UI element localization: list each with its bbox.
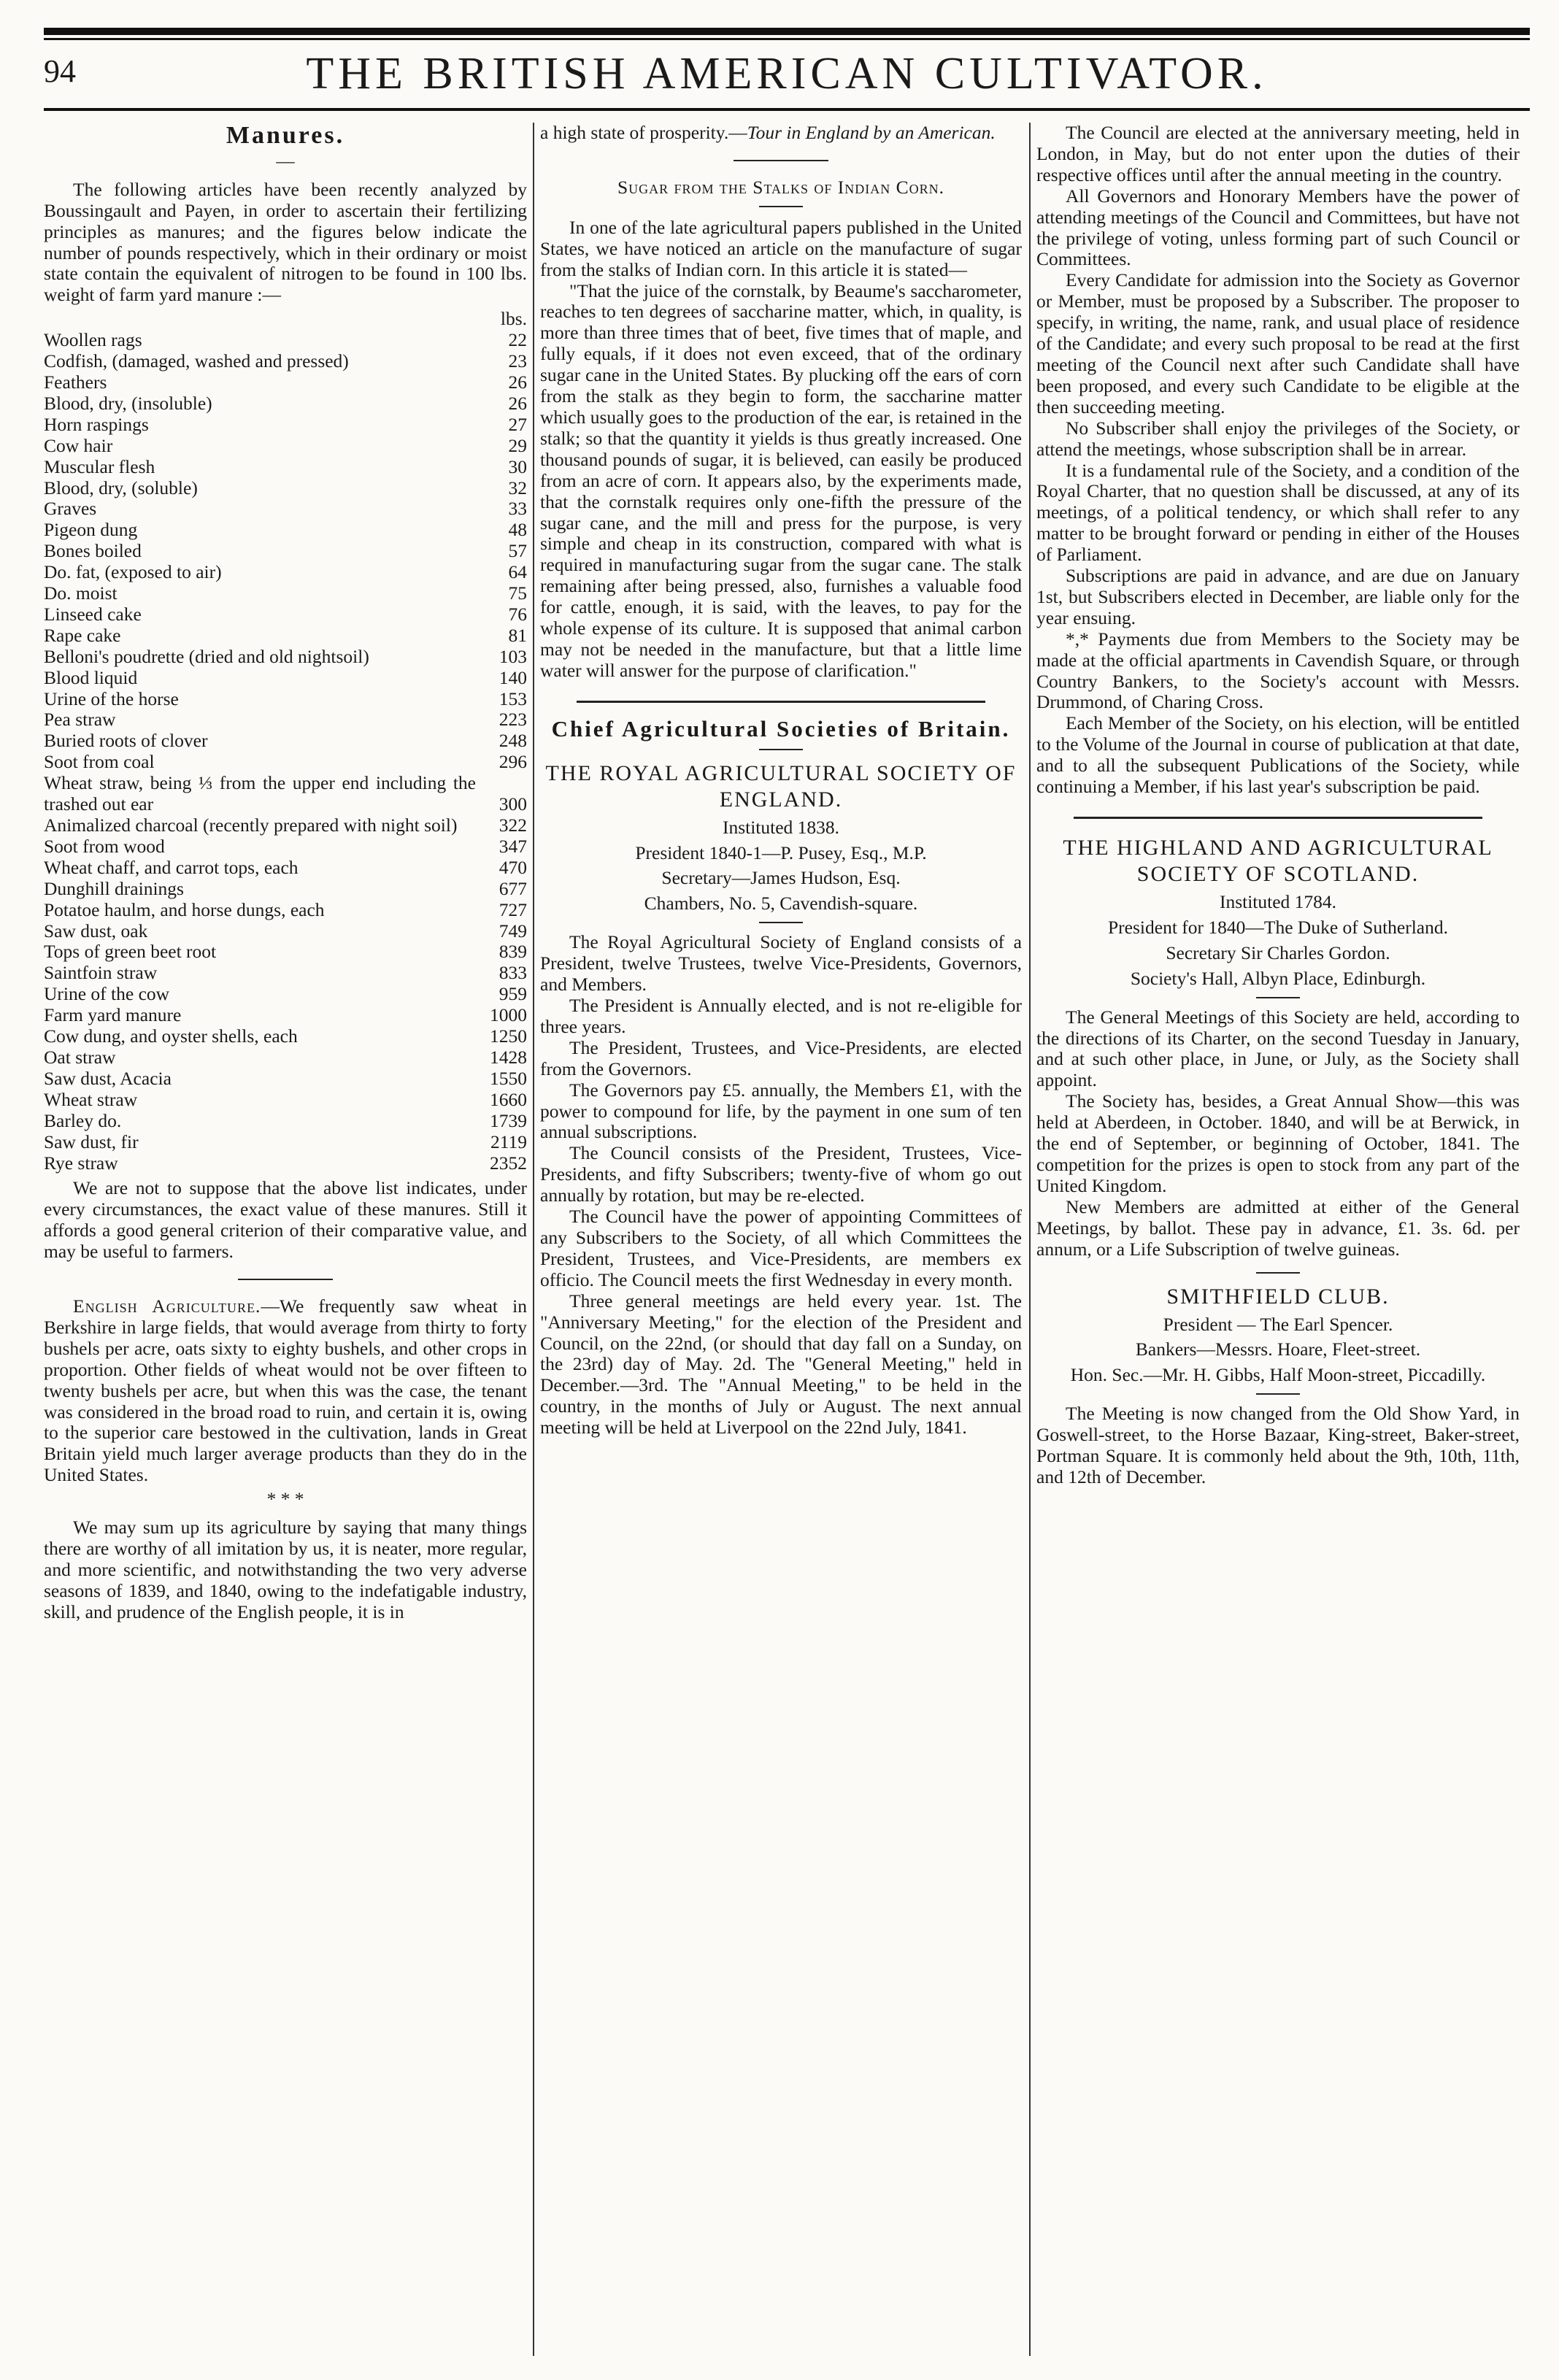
manure-value: 153 [499, 688, 527, 709]
manure-name [44, 752, 476, 773]
manure-row [44, 436, 527, 457]
manure-name-text: Rye straw [44, 1152, 118, 1174]
manure-name-text: Do. moist [44, 582, 118, 604]
manure-value: 30 [508, 455, 527, 477]
highland-society-paragraph: The Society has, besides, a Great Annual Show—this was held at Aberdeen, in October. 1840, and will be at Berwick, in the end of September, or beginning of October, 1841. The competition for the prizes is open to stock from any part of the United Kingdom. [1036, 1090, 1520, 1196]
manure-value: 48 [508, 519, 527, 541]
manure-row [44, 372, 527, 393]
manure-name-text: Graves [44, 498, 97, 520]
manure-row [44, 773, 527, 815]
manure-row [44, 562, 527, 583]
manure-row [44, 709, 527, 731]
manure-value: 839 [499, 941, 527, 963]
divider [1256, 1393, 1300, 1395]
manure-name [44, 879, 476, 900]
manure-row [44, 858, 527, 879]
manure-row [44, 668, 527, 689]
manure-value: 1250 [490, 1025, 527, 1047]
manure-row [44, 1153, 527, 1174]
royal-society-paragraph: The Council consists of the President, Trustees, Vice-Presidents, and fifty Subscribers; twenty-five of whom go out annually by rotation, but may be re-elected. [540, 1142, 1022, 1206]
manure-value: 959 [499, 983, 527, 1005]
royal-society-paragraph: The Royal Agricultural Society of England consists of a President, twelve Trustees, twelve Vice-Presidents, Governors, and Members. [540, 931, 1022, 995]
manure-name [44, 773, 476, 815]
manure-value: 749 [499, 920, 527, 941]
manure-row [44, 541, 527, 562]
manure-name [44, 941, 476, 963]
manure-name-text: Tops of green beet root [44, 941, 217, 963]
manure-value: 1000 [490, 1004, 527, 1026]
manure-name-text: Soot from coal [44, 751, 155, 773]
highland-society-paragraph: The General Meetings of this Society are held, according to the directions of its Charter, on the second Tuesday in January, and at such other place, in June, or July, as the Society shall appoint. [1036, 1006, 1520, 1091]
manure-value: 223 [499, 709, 527, 731]
manure-name-text: Potatoe haulm, and horse dungs, each [44, 898, 325, 920]
manure-name-text: Urine of the cow [44, 983, 170, 1005]
manure-name [44, 647, 476, 668]
continuation-text: a high state of prosperity.— [540, 122, 747, 143]
divider [759, 206, 803, 207]
manure-name-text: Codfish, (damaged, washed and pressed) [44, 350, 349, 372]
manure-value: 1660 [490, 1088, 527, 1110]
royal-society-instituted: Instituted 1838. [722, 816, 840, 838]
manure-name-text: Saintfoin straw [44, 962, 158, 984]
manure-name-text: Dunghill drainings [44, 877, 184, 899]
manure-name [44, 415, 476, 436]
manure-name [44, 984, 476, 1005]
smithfield-club-president: President — The Earl Spencer. [1163, 1313, 1393, 1335]
manure-name [44, 457, 476, 478]
manure-row [44, 498, 527, 520]
manure-value: 76 [508, 603, 527, 625]
divider [1256, 997, 1300, 998]
manure-value: 103 [499, 645, 527, 667]
column-divider [1029, 123, 1031, 2356]
manure-value: 32 [508, 477, 527, 498]
manure-value: 727 [499, 898, 527, 920]
royal-society-paragraph: The Governors pay £5. annually, the Members £1, with the power to compound for life, by the payment in one sum of ten annual subscriptions. [540, 1079, 1022, 1143]
manure-row [44, 815, 527, 836]
manure-value: 64 [508, 561, 527, 583]
highland-society-president: President for 1840—The Duke of Sutherland. [1108, 916, 1448, 938]
manure-name-text: Saw dust, Acacia [44, 1067, 172, 1089]
manure-name-text: Farm yard manure [44, 1004, 182, 1026]
manure-value: 833 [499, 962, 527, 984]
divider [1256, 1272, 1300, 1274]
manure-value: 75 [508, 582, 527, 604]
manure-name [44, 351, 476, 372]
manure-name [44, 1111, 476, 1132]
highland-society-instituted: Instituted 1784. [1219, 891, 1337, 912]
manure-value: 677 [499, 877, 527, 899]
manure-value: 296 [499, 751, 527, 773]
manure-row [44, 520, 527, 541]
manure-row [44, 625, 527, 647]
manure-name [44, 541, 476, 562]
chief-societies-heading: Chief Agricultural Societies of Britain. [551, 715, 1011, 742]
royal-society-title: THE ROYAL AGRICULTURAL SOCIETY OF ENGLAND. [545, 760, 1017, 812]
royal-society-president: President 1840-1—P. Pusey, Esq., M.P. [635, 842, 927, 863]
manure-name-text: Feathers [44, 371, 107, 393]
manure-row [44, 731, 527, 752]
manure-name [44, 562, 476, 583]
divider-long [1074, 817, 1482, 819]
manure-value: 57 [508, 540, 527, 562]
column-2 [540, 123, 1022, 1439]
manure-row [44, 1047, 527, 1068]
manure-value: 2119 [490, 1131, 527, 1152]
manure-name [44, 815, 476, 836]
manure-name [44, 625, 476, 647]
sugar-quote: "That the juice of the cornstalk, by Beaume's saccharometer, reaches to ten degrees of saccharine matter, which, in quality, is more than three times that of beet, five times that of maple, and fully equals, if it does not even exceed, that of the ordinary sugar cane in the United States. By plucking off the ears of corn from the stalk as they begin to form, the saccharine matter which usually goes to the production of the ear, is retained in the stalk; so that the quantity it yields is thus greatly increased. One thousand pounds of sugar, it is believed, can easily be produced from an acre of corn. It appears also, by the experiments made, that the cornstalk requires only one-fifth the pressure of the sugar cane, and the mill and press for the purpose, is very simple and cheap in its construction, compared with what is required in manufacturing sugar from the sugar cane. The stalk remaining after being pressed, also, furnishes a valuable food for cattle, enough, it is said, with the leaves, to pay for the whole expense of its culture. It is supposed that animal carbon may not be needed in the manufacture, but that a little lime water will answer for the purpose of clarification." [540, 280, 1022, 681]
top-rule [44, 28, 1530, 35]
divider [238, 1279, 333, 1280]
manure-name-text: Oat straw [44, 1046, 116, 1068]
manure-row [44, 1111, 527, 1132]
manure-value: 300 [499, 793, 527, 815]
manure-value: 1739 [490, 1109, 527, 1131]
manure-row [44, 1026, 527, 1047]
manure-name-text: Pigeon dung [44, 519, 138, 541]
manure-name [44, 1090, 476, 1111]
manure-name [44, 436, 476, 457]
column-3 [1036, 123, 1520, 1488]
manure-row [44, 1132, 527, 1153]
manure-name [44, 731, 476, 752]
manure-name-text: Barley do. [44, 1109, 122, 1131]
manure-name [44, 372, 476, 393]
divider [759, 749, 803, 750]
running-title: THE BRITISH AMERICAN CULTIVATOR. [306, 49, 1268, 99]
manure-name-text: Urine of the horse [44, 688, 179, 709]
divider [759, 922, 803, 923]
manure-name-text: Soot from wood [44, 835, 165, 857]
manure-value: 27 [508, 413, 527, 435]
sugar-title: Sugar from the Stalks of Indian Corn. [617, 176, 945, 198]
manure-row [44, 351, 527, 372]
manure-name-text: Wheat straw, being ⅓ from the upper end including the trashed out ear [44, 772, 476, 815]
manure-name-text: Wheat straw [44, 1088, 138, 1110]
manure-name-text: Rape cake [44, 624, 121, 646]
royal-society-paragraph: *,* Payments due from Members to the Society may be made at the official apartments in Cavendish Square, or through Country Bankers, to the Society's account with Messrs. Drummond, of Charing Cross. [1036, 628, 1520, 713]
continuation-source: Tour in England by an American. [747, 122, 996, 143]
manure-row [44, 330, 527, 351]
english-agriculture-body-2: We may sum up its agriculture by saying that many things there are worthy of all imitation by us, it is neater, more regular, and more scientific, and notwithstanding the two very adverse seasons of 1839, and 1840, owing to the indefatigable industry, skill, and prudence of the English people, it is in [44, 1517, 527, 1622]
manure-name [44, 1132, 476, 1153]
manure-value: 347 [499, 835, 527, 857]
manure-name [44, 836, 476, 858]
manure-name [44, 858, 476, 879]
smithfield-club-title: SMITHFIELD CLUB. [1166, 1284, 1390, 1309]
manure-name [44, 478, 476, 499]
manure-value: 29 [508, 434, 527, 456]
manure-name-text: Wheat chaff, and carrot tops, each [44, 856, 299, 878]
manure-name [44, 520, 476, 541]
manure-name [44, 604, 476, 625]
royal-society-chambers: Chambers, No. 5, Cavendish-square. [644, 893, 918, 914]
manure-name [44, 583, 476, 604]
manure-name-text: Do. fat, (exposed to air) [44, 561, 222, 583]
manure-name-text: Blood, dry, (insoluble) [44, 392, 212, 414]
royal-society-secretary: Secretary—James Hudson, Esq. [661, 867, 901, 889]
royal-society-paragraph: Every Candidate for admission into the Society as Governor or Member, must be proposed by a Subscriber. The proposer to specify, in writing, the name, rank, and usual place of residence of the Candidate; and every such proposal to be read at the first meeting of the Council next after such Candidate shall have been proposed, and every such Candidate to be eligible at the then succeeding meeting. [1036, 269, 1520, 417]
manure-name-text: Linseed cake [44, 603, 142, 625]
manure-name-text: Animalized charcoal (recently prepared with night soil) [44, 814, 458, 836]
manure-name [44, 1026, 476, 1047]
manure-name [44, 1005, 476, 1026]
royal-society-paragraph: It is a fundamental rule of the Society, and a condition of the Royal Charter, that no question shall be discussed, at any of its meetings, of a political tendency, or which shall refer to any matter to be brought forward or pending in either of the Houses of Parliament. [1036, 459, 1520, 566]
royal-society-paragraph: Three general meetings are held every year. 1st. The "Anniversary Meeting," for the election of the President and Council, on the 22nd, (or should that day fall on a Sunday, on the 23rd) day of May. 2d. The "General Meeting," held in December.—3rd. The "Annual Meeting," to be held in the country, in the months of July or August. The next annual meeting will be held at Liverpool on the 22nd July, 1841. [540, 1290, 1022, 1439]
manure-row [44, 393, 527, 415]
manure-row [44, 879, 527, 900]
manure-name-text: Cow dung, and oyster shells, each [44, 1025, 298, 1047]
column-1 [44, 123, 527, 1623]
manure-row [44, 478, 527, 499]
english-agriculture-paragraph [44, 1296, 527, 1486]
royal-society-paragraph: All Governors and Honorary Members have the power of attending meetings of the Council and Committees, but have not the privilege of voting, unless forming part of such Council or Committees. [1036, 185, 1520, 270]
manure-value: 140 [499, 666, 527, 688]
manure-name-text: Belloni's poudrette (dried and old nightsoil) [44, 645, 369, 667]
royal-society-paragraph: Each Member of the Society, on his election, will be entitled to the Volume of the Journal in course of publication at that date, and to all the subsequent Publications of the Society, while continuing a Member, if his last year's subscription be paid. [1036, 712, 1520, 798]
manure-name-text: Pea straw [44, 709, 116, 731]
manure-name [44, 1068, 476, 1090]
manure-name-text: Bones boiled [44, 540, 142, 562]
heading-dash: — [276, 150, 295, 172]
manure-name-text: Horn raspings [44, 413, 149, 435]
manure-row [44, 583, 527, 604]
unit-label: lbs. [500, 308, 527, 330]
divider-long [577, 701, 985, 703]
smithfield-club-paragraph: The Meeting is now changed from the Old Show Yard, in Goswell-street, to the Horse Bazaar, King-street, Baker-street, Portman Square. It is commonly held about the 9th, 10th, 11th, and 12th of December. [1036, 1403, 1520, 1487]
royal-society-paragraph: The Council have the power of appointing Committees of any Subscribers to the Society, of all which Committees the President, Trustees, and Vice-Presidents, are members ex officio. The Council meets the first Wednesday in every month. [540, 1206, 1022, 1290]
highland-society-paragraph: New Members are admitted at either of the General Meetings, by ballot. These pay in advance, £1. 3s. 6d. per annum, or a Life Subscription of twelve guineas. [1036, 1195, 1520, 1260]
manure-row [44, 984, 527, 1005]
page-number: 94 [44, 53, 76, 89]
manure-name [44, 921, 476, 942]
manure-name-text: Muscular flesh [44, 455, 155, 477]
manure-value: 23 [508, 350, 527, 372]
column-divider [533, 123, 534, 2356]
highland-society-title: THE HIGHLAND AND AGRICULTURAL SOCIETY OF SCOTLAND. [1063, 836, 1493, 886]
royal-society-paragraph: The President is Annually elected, and is not re-eligible for three years. [540, 995, 1022, 1037]
manure-row [44, 457, 527, 478]
manure-value: 1550 [490, 1067, 527, 1089]
manure-row [44, 900, 527, 921]
smithfield-club-secretary: Hon. Sec.—Mr. H. Gibbs, Half Moon-street, Piccadilly. [1070, 1364, 1486, 1386]
manure-name-text: Blood, dry, (soluble) [44, 477, 198, 498]
manures-table [44, 309, 527, 1174]
manures-outro: We are not to suppose that the above list indicates, under every circumstances, the exact value of these manures. Still it affords a good general criterion of their comparative value, and may be useful to farmers. [44, 1177, 527, 1263]
royal-society-paragraph: No Subscriber shall enjoy the privileges of the Society, or attend the meetings, whose subscription shall be in arrear. [1036, 417, 1520, 460]
manure-name [44, 393, 476, 415]
manure-row [44, 1090, 527, 1111]
manure-name [44, 709, 476, 731]
manure-value: 1428 [490, 1046, 527, 1068]
manure-row [44, 752, 527, 773]
manure-name [44, 1047, 476, 1068]
english-agriculture-title: English Agriculture. [73, 1295, 261, 1317]
manure-row [44, 415, 527, 436]
page-header [44, 48, 1530, 107]
manures-intro: The following articles have been recently analyzed by Boussingault and Payen, in order to ascertain their fertilizing principles as manures; and the figures below indicate the number of pounds respectively, which in their ordinary or moist state contain the equivalent of nitrogen to be found in 100 lbs. weight of farm yard manure :— [44, 178, 527, 306]
english-agriculture-body: —We frequently saw wheat in Berkshire in large fields, that would average from thirty to forty bushels per acre, oats sixty to eighty bushels, and other crops in proportion. Other fields of wheat would not be over fifteen to twenty bushels per acre, but when this was the case, the tenant was considered in the broad road to ruin, and certain it is, owing to the superior care bestowed in the cultivation, lands in Great Britain yield much larger average products than they do in the United States. [44, 1295, 527, 1486]
manure-value: 26 [508, 392, 527, 414]
royal-society-paragraph: The Council are elected at the anniversary meeting, held in London, in May, but do not enter upon the duties of their respective offices until after the annual meeting in the country. [1036, 122, 1520, 185]
highland-society-hall: Society's Hall, Albyn Place, Edinburgh. [1130, 967, 1426, 989]
manure-value: 26 [508, 371, 527, 393]
manure-name [44, 330, 476, 351]
manure-row [44, 647, 527, 668]
royal-society-paragraph: Subscriptions are paid in advance, and are due on January 1st, but Subscribers elected in December, are liable only for the year ensuing. [1036, 565, 1520, 628]
manure-value: 22 [508, 329, 527, 351]
header-rule [44, 108, 1530, 111]
manure-value: 81 [508, 624, 527, 646]
manure-row [44, 921, 527, 942]
manure-name [44, 689, 476, 710]
manure-row [44, 836, 527, 858]
manure-name-text: Blood liquid [44, 666, 138, 688]
manure-row [44, 689, 527, 710]
manure-row [44, 941, 527, 963]
manure-name-text: Cow hair [44, 434, 113, 456]
manure-name-text: Saw dust, oak [44, 920, 148, 941]
manure-value: 322 [499, 814, 527, 836]
manure-value: 470 [499, 856, 527, 878]
manure-name-text: Woollen rags [44, 329, 142, 351]
royal-society-paragraph: The President, Trustees, and Vice-Presidents, are elected from the Governors. [540, 1036, 1022, 1079]
sugar-paragraph: In one of the late agricultural papers published in the United States, we have noticed an article on the manufacture of sugar from the stalks of Indian corn. In this article it is stated— [540, 216, 1022, 280]
manure-name [44, 1153, 476, 1174]
manure-name-text: Saw dust, fir [44, 1131, 139, 1152]
manure-row [44, 1068, 527, 1090]
manure-value: 2352 [490, 1152, 527, 1174]
asterisks: * * * [266, 1488, 304, 1510]
divider [734, 160, 828, 161]
top-rule-thin [44, 38, 1530, 40]
continuation-paragraph [540, 123, 1022, 144]
manure-value: 33 [508, 498, 527, 520]
manure-value: 248 [499, 730, 527, 752]
manures-heading: Manures. [226, 122, 345, 149]
manure-name [44, 963, 476, 984]
manure-row [44, 963, 527, 984]
manure-name [44, 668, 476, 689]
smithfield-club-bankers: Bankers—Messrs. Hoare, Fleet-street. [1135, 1339, 1421, 1360]
highland-society-secretary: Secretary Sir Charles Gordon. [1166, 941, 1390, 963]
manure-name-text: Buried roots of clover [44, 730, 208, 752]
manure-name [44, 900, 476, 921]
manure-name [44, 498, 476, 520]
manure-row [44, 1005, 527, 1026]
manure-row [44, 604, 527, 625]
